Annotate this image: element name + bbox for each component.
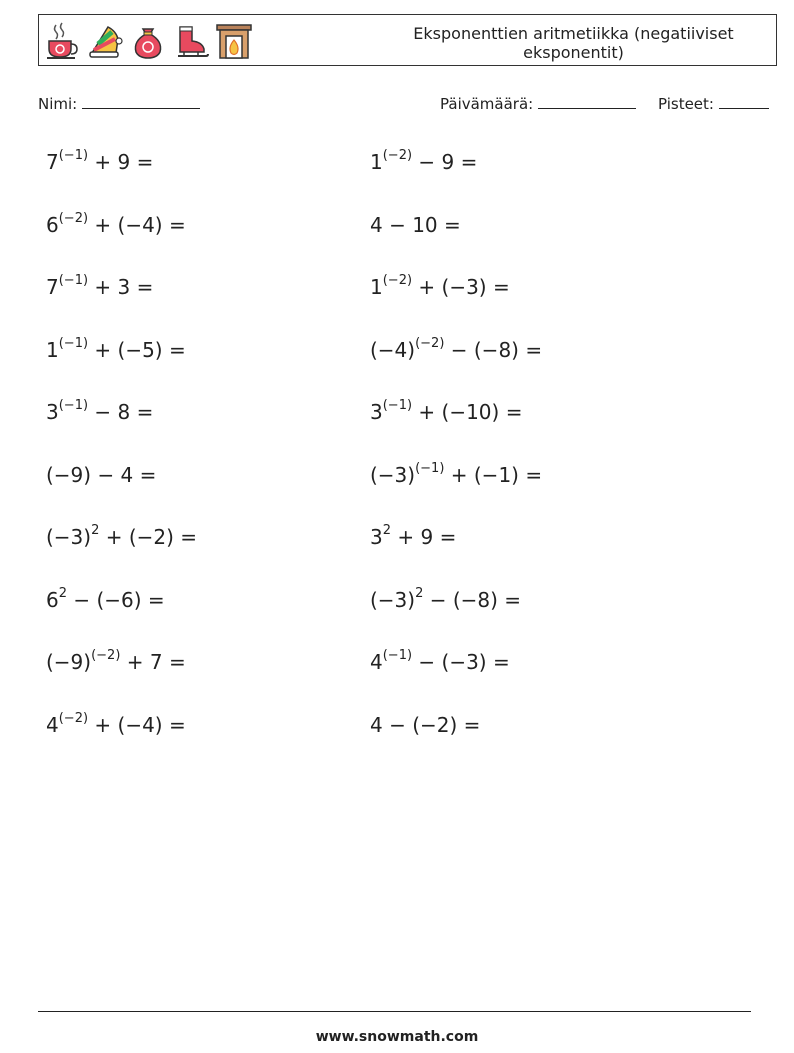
problem-item bbox=[46, 150, 153, 174]
problem-item bbox=[46, 585, 165, 612]
problem-rest: + 3 = bbox=[88, 275, 154, 299]
header-icons bbox=[43, 21, 253, 61]
problem-rest: + 9 = bbox=[88, 150, 154, 174]
problem-rest: + (−5) = bbox=[88, 337, 186, 362]
problem-item bbox=[370, 525, 456, 549]
score-blank[interactable] bbox=[719, 94, 769, 109]
problem-item bbox=[370, 150, 477, 174]
problem-exponent: (−1) bbox=[58, 398, 89, 414]
fireplace-icon bbox=[215, 21, 253, 61]
problem-exponent: (−1) bbox=[382, 398, 413, 414]
problem-rest: − (−8) = bbox=[423, 587, 522, 612]
problem-exponent: (−1) bbox=[415, 460, 445, 476]
problem-rest: + 7 = bbox=[120, 650, 186, 674]
problem-base: 7 bbox=[46, 275, 59, 299]
problem-exponent: 2 bbox=[382, 523, 392, 539]
problem-rest: − 8 = bbox=[88, 400, 154, 424]
problem-item bbox=[46, 275, 153, 299]
problem-item bbox=[46, 463, 156, 487]
hot-drink-cup-icon bbox=[43, 21, 81, 61]
problem-exponent: (−2) bbox=[91, 648, 121, 664]
problem-rest: + (−2) = bbox=[99, 525, 198, 549]
problem-base: 4 bbox=[370, 650, 383, 674]
worksheet-title: Eksponenttien aritmetiikka (negatiiviset eksponentit) bbox=[413, 24, 734, 62]
problem-item bbox=[370, 400, 522, 424]
problem-base: (−9) bbox=[46, 650, 92, 674]
problem-base: 6 bbox=[46, 212, 59, 237]
score-field[interactable] bbox=[658, 94, 769, 113]
footer-site: www.snowmath.com bbox=[315, 1029, 479, 1045]
problem-base: 6 bbox=[46, 587, 59, 612]
problem-base: (−3) bbox=[370, 587, 416, 612]
date-field[interactable] bbox=[440, 94, 636, 113]
problem-exponent: (−2) bbox=[58, 210, 89, 226]
problem-exponent: (−2) bbox=[415, 335, 445, 351]
problem-rest: + (−4) = bbox=[88, 712, 186, 737]
problem-base: 3 bbox=[370, 525, 383, 549]
problem-exponent: 2 bbox=[91, 523, 100, 539]
problem-rest: + 9 = bbox=[391, 525, 457, 549]
name-label: Nimi: bbox=[38, 95, 78, 113]
problem-exponent: (−1) bbox=[382, 648, 413, 664]
problem-rest: + (−3) = bbox=[412, 275, 510, 299]
problem-base: 4 bbox=[46, 712, 59, 737]
problem-item bbox=[370, 335, 543, 362]
problem-base: (−3) bbox=[46, 525, 92, 549]
problem-item bbox=[370, 275, 510, 299]
problem-exponent: (−1) bbox=[58, 148, 89, 164]
problem-rest: − (−8) = bbox=[444, 337, 543, 362]
problem-base: 4 − (−2) = bbox=[370, 712, 481, 737]
problem-item bbox=[46, 650, 186, 674]
problem-base: 1 bbox=[370, 150, 383, 174]
problem-rest: − 9 = bbox=[412, 150, 478, 174]
problem-rest: + (−10) = bbox=[412, 400, 523, 424]
problem-rest: − (−6) = bbox=[67, 587, 165, 612]
problem-item bbox=[46, 710, 186, 737]
problem-rest: + (−4) = bbox=[88, 212, 186, 237]
date-label: Päivämäärä: bbox=[440, 95, 534, 113]
problem-base: (−4) bbox=[370, 337, 416, 362]
problem-item bbox=[370, 713, 480, 737]
problem-rest: − (−3) = bbox=[412, 650, 510, 674]
date-blank[interactable] bbox=[538, 94, 636, 109]
problem-item bbox=[46, 525, 197, 549]
problem-item bbox=[370, 213, 461, 237]
problem-base: 7 bbox=[46, 150, 59, 174]
problem-base: (−9) − 4 = bbox=[46, 462, 157, 487]
problem-exponent: 2 bbox=[58, 585, 68, 601]
ice-skate-icon bbox=[172, 21, 210, 61]
gift-sack-icon bbox=[129, 21, 167, 61]
problem-item bbox=[46, 335, 186, 362]
problem-base: 1 bbox=[46, 337, 59, 362]
problem-item bbox=[370, 650, 510, 674]
footer-divider bbox=[38, 1011, 751, 1012]
problem-exponent: (−2) bbox=[382, 148, 413, 164]
problem-exponent: (−1) bbox=[58, 273, 89, 289]
problem-base: 4 − 10 = bbox=[370, 212, 461, 237]
name-field[interactable] bbox=[38, 94, 200, 113]
problem-exponent: 2 bbox=[415, 585, 424, 601]
elf-hat-icon bbox=[86, 21, 124, 61]
problem-exponent: (−2) bbox=[58, 710, 89, 726]
problem-item bbox=[370, 585, 522, 612]
worksheet-header bbox=[38, 14, 777, 66]
score-label: Pisteet: bbox=[658, 95, 714, 113]
problem-exponent: (−2) bbox=[382, 273, 413, 289]
problem-item bbox=[46, 210, 186, 237]
problem-item bbox=[46, 400, 153, 424]
problem-item bbox=[370, 460, 543, 487]
problem-rest: + (−1) = bbox=[444, 462, 543, 487]
problem-exponent: (−1) bbox=[58, 335, 89, 351]
problem-base: 1 bbox=[370, 275, 383, 299]
problem-base: (−3) bbox=[370, 462, 416, 487]
name-blank[interactable] bbox=[82, 94, 200, 109]
problem-base: 3 bbox=[46, 400, 59, 424]
problem-base: 3 bbox=[370, 400, 383, 424]
